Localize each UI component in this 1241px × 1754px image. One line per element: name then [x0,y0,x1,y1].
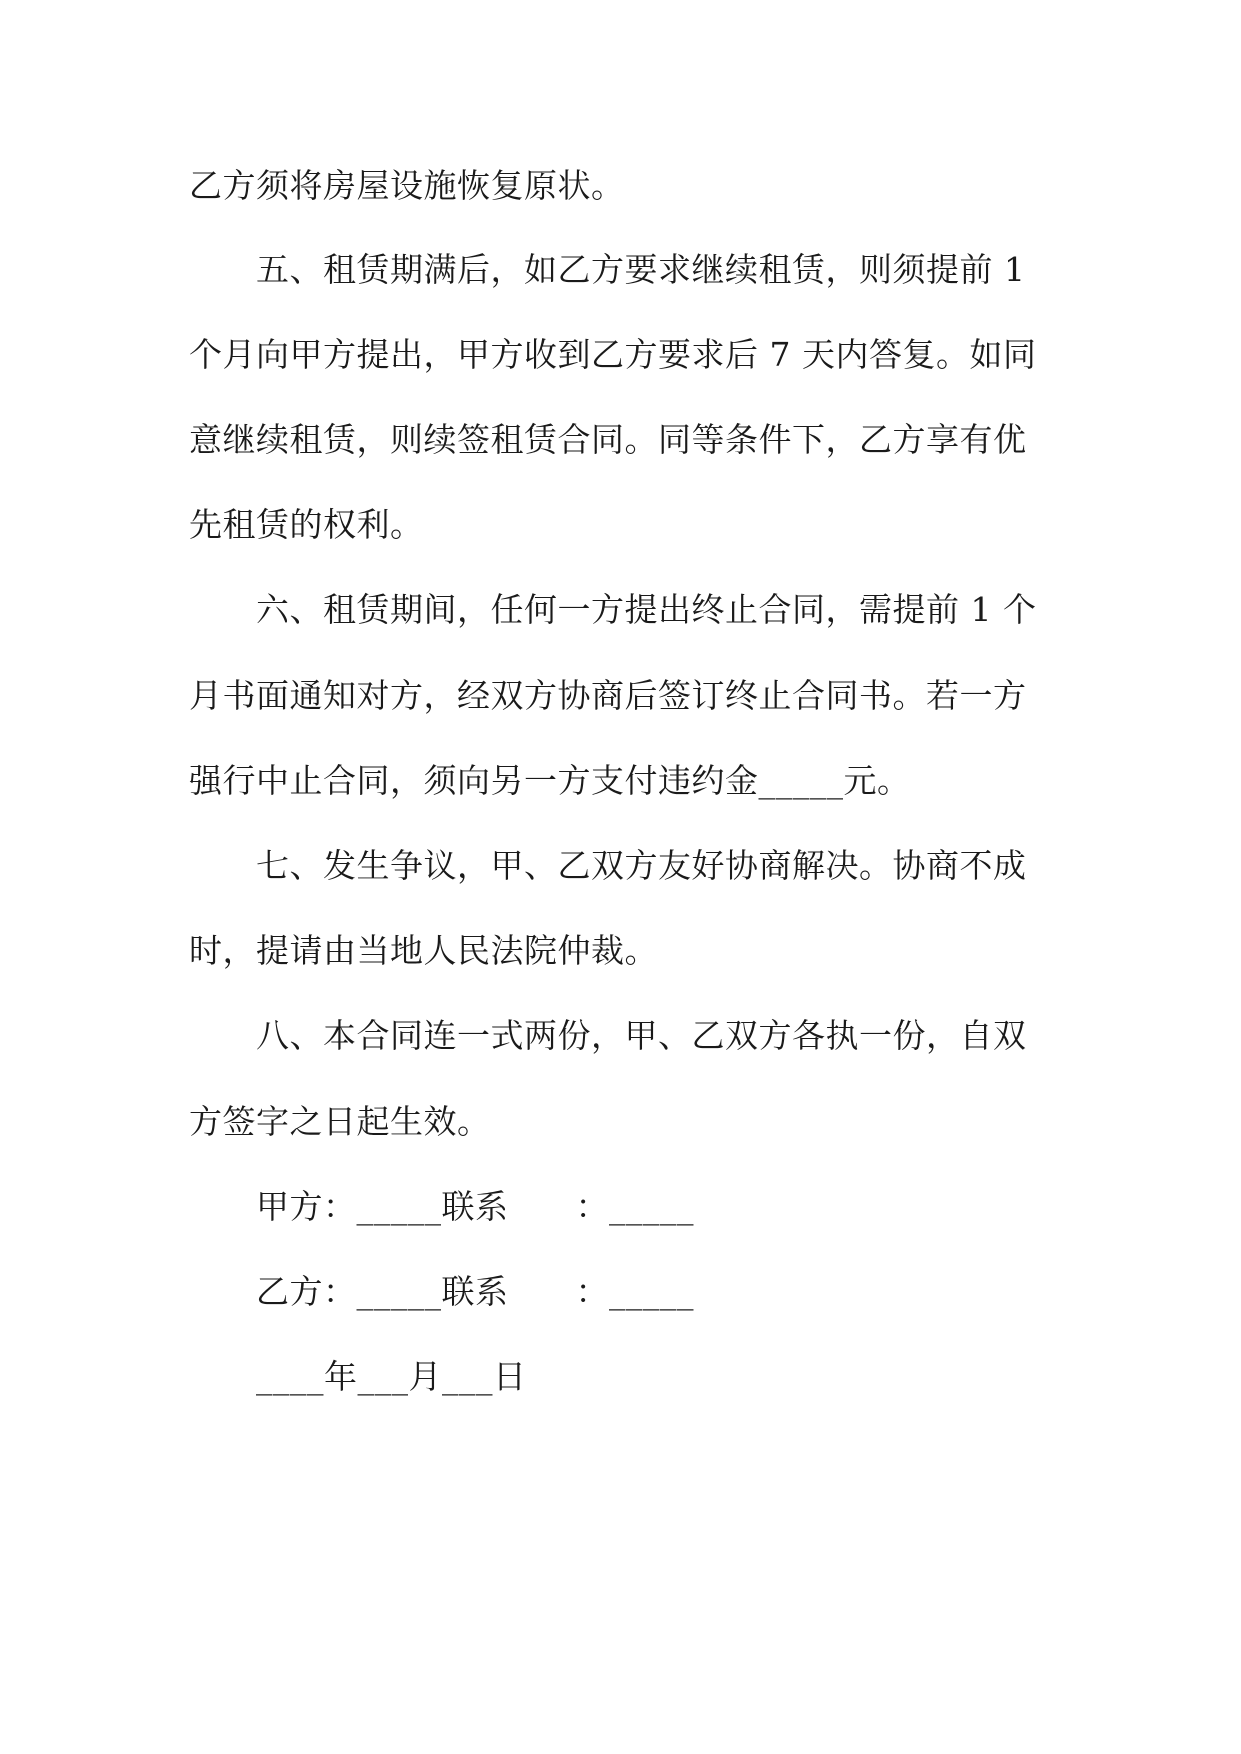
clause-5-line-4: 先租赁的权利。 [189,505,424,544]
clause-5-line-3: 意继续租赁，则续签租赁合同。同等条件下，乙方享有优 [189,420,1027,459]
clause-7-line-1: 七、发生争议，甲、乙双方友好协商解决。协商不成 [256,846,1027,885]
clause-6-line-2: 月书面通知对方，经双方协商后签订终止合同书。若一方 [189,676,1027,715]
party-a-signature-line: 甲方：_____联系 ：_____ [256,1187,694,1226]
clause-7-line-2: 时，提请由当地人民法院仲裁。 [189,931,658,970]
date-line: ____年___月___日 [256,1357,527,1396]
clause-8-line-2: 方签字之日起生效。 [189,1102,491,1141]
clause-8-line-1: 八、本合同连一式两份，甲、乙双方各执一份，自双 [256,1016,1027,1055]
party-b-signature-line: 乙方：_____联系 ：_____ [256,1272,694,1311]
text-line-1: 乙方须将房屋设施恢复原状。 [189,166,625,205]
clause-5-line-2: 个月向甲方提出，甲方收到乙方要求后 7 天内答复。如同 [189,335,1037,374]
clause-6-line-1: 六、租赁期间，任何一方提出终止合同，需提前 1 个 [256,590,1037,629]
clause-5-line-1: 五、租赁期满后，如乙方要求继续租赁，则须提前 1 [256,250,1026,289]
clause-6-line-3: 强行中止合同，须向另一方支付违约金_____元。 [189,761,911,800]
